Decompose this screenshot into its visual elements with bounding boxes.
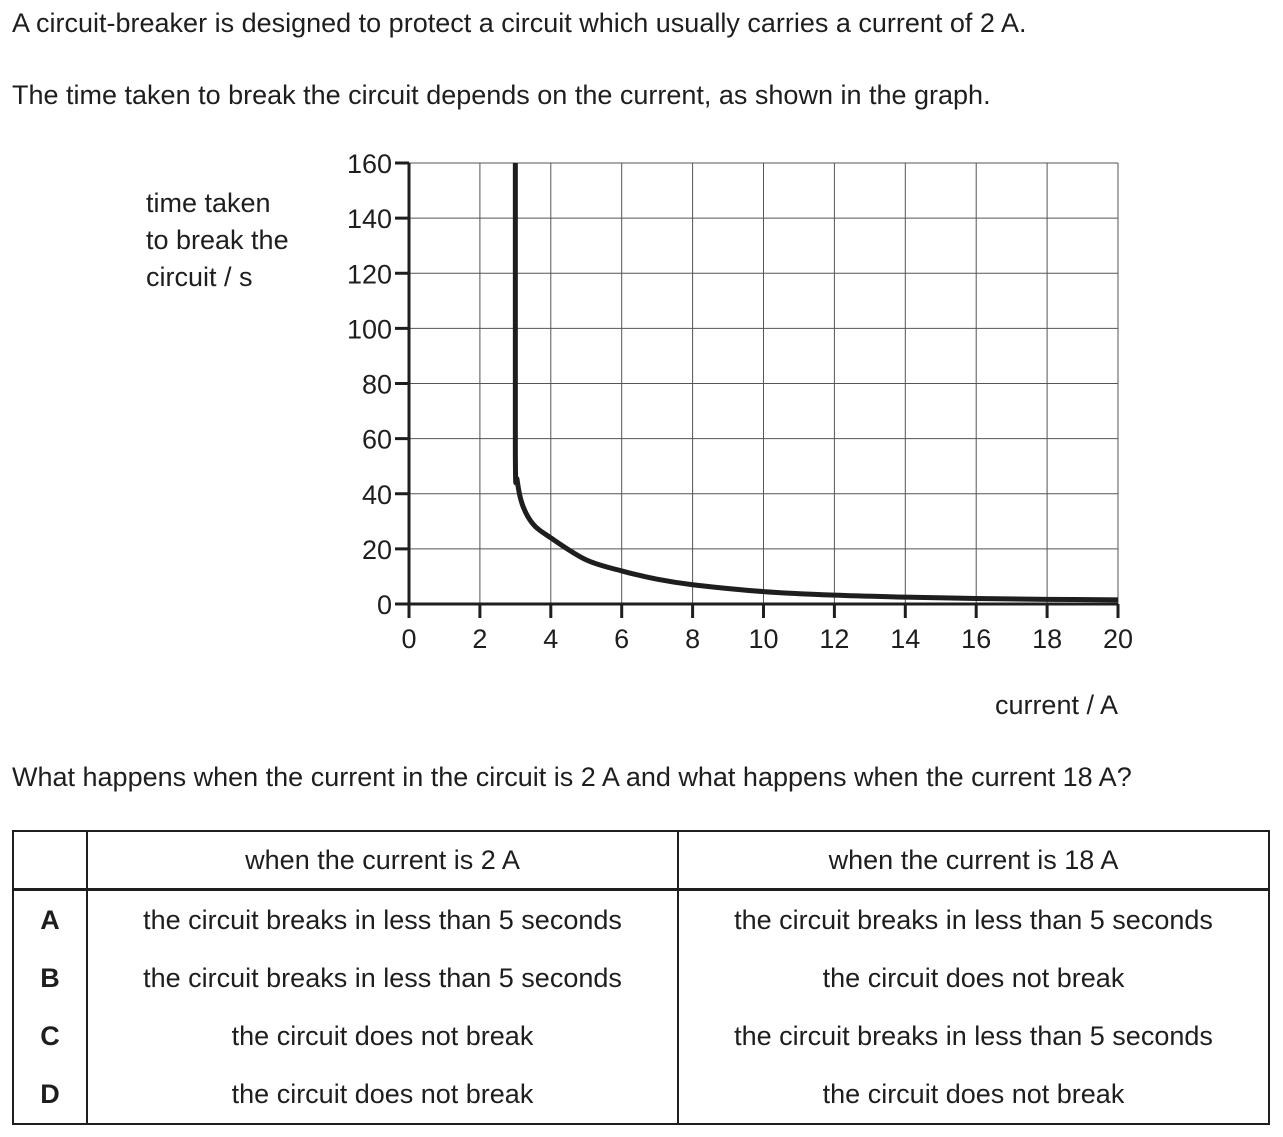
x-tick-label: 10 xyxy=(748,624,779,654)
header-letter-cell xyxy=(13,831,87,890)
x-tick-label: 16 xyxy=(961,624,992,654)
y-tick-label: 120 xyxy=(346,259,392,290)
x-tick-label: 12 xyxy=(819,624,850,654)
option-2a-outcome: the circuit does not break xyxy=(87,1065,678,1124)
y-tick-label: 140 xyxy=(346,204,392,235)
y-tick-label: 40 xyxy=(361,479,392,510)
option-18a-outcome: the circuit breaks in less than 5 seconds xyxy=(678,890,1269,950)
header-18a: when the current is 18 A xyxy=(678,831,1269,890)
option-2a-outcome: the circuit does not break xyxy=(87,1007,678,1065)
y-tick-label: 80 xyxy=(361,369,392,400)
x-tick-label: 2 xyxy=(472,624,488,654)
y-axis-label-line-1: time taken xyxy=(146,188,271,218)
intro-line-2: The time taken to break the circuit depends on the current, as shown in the graph. xyxy=(12,80,991,110)
question-text: What happens when the current in the circuit is 2 A and what happens when the current 18 A? xyxy=(12,762,1132,792)
x-axis-label: current / A xyxy=(994,690,1118,720)
x-tick-label: 18 xyxy=(1032,624,1063,654)
option-18a-outcome: the circuit does not break xyxy=(678,1065,1269,1124)
y-tick-label: 20 xyxy=(361,534,392,565)
x-tick-label: 4 xyxy=(543,624,559,654)
option-letter: C xyxy=(13,1007,87,1065)
intro-line-1: A circuit-breaker is designed to protect a circuit which usually carries a current of 2 A. xyxy=(12,8,1027,38)
option-2a-outcome: the circuit breaks in less than 5 seconds xyxy=(87,949,678,1007)
x-tick-label: 8 xyxy=(685,624,701,654)
x-tick-label: 0 xyxy=(401,624,417,654)
break-time-curve xyxy=(515,163,1118,600)
option-18a-outcome: the circuit does not break xyxy=(678,949,1269,1007)
x-tick-label: 14 xyxy=(890,624,921,654)
option-18a-outcome: the circuit breaks in less than 5 seconds xyxy=(678,1007,1269,1065)
answer-options-table xyxy=(12,830,1270,1125)
table-header-row xyxy=(13,831,1269,890)
y-tick-label: 100 xyxy=(346,314,392,345)
y-tick-label: 160 xyxy=(346,149,392,179)
option-row-d[interactable] xyxy=(13,1065,1269,1124)
option-row-c[interactable] xyxy=(13,1007,1269,1065)
y-axis-label-line-3: circuit / s xyxy=(146,262,253,292)
option-row-a[interactable] xyxy=(13,890,1269,950)
option-2a-outcome: the circuit breaks in less than 5 seconds xyxy=(87,890,678,950)
y-tick-label: 60 xyxy=(361,424,392,455)
option-row-b[interactable] xyxy=(13,949,1269,1007)
header-2a: when the current is 2 A xyxy=(87,831,678,890)
option-letter: B xyxy=(13,949,87,1007)
option-letter: D xyxy=(13,1065,87,1124)
x-tick-label: 6 xyxy=(614,624,630,654)
chart-series xyxy=(515,163,1118,600)
y-tick-label: 0 xyxy=(376,590,392,620)
option-letter: A xyxy=(13,890,87,950)
x-tick-label: 20 xyxy=(1102,624,1134,654)
chart-ticks xyxy=(347,149,1133,654)
y-axis-label-line-2: to break the xyxy=(146,225,289,255)
